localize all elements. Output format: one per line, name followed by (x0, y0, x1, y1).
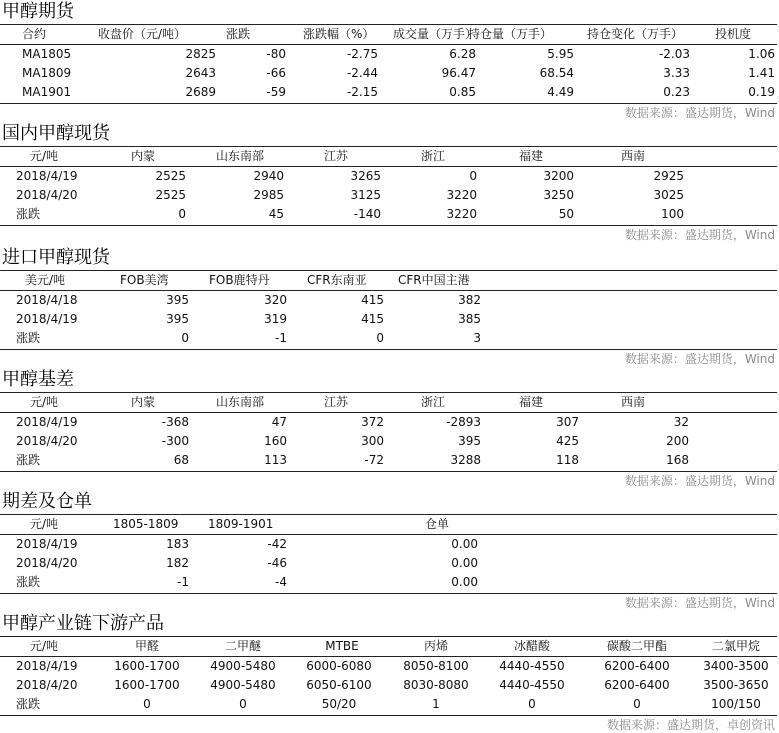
table-cell: 68 (173, 453, 189, 467)
column-header: 江苏 (324, 395, 349, 409)
column-header: 涨跌 (226, 27, 251, 41)
table-cell: 3400-3500 (703, 659, 769, 673)
table-row (0, 413, 779, 432)
row-label: MA1809 (22, 66, 72, 80)
row-label: 涨跌 (16, 331, 41, 345)
column-header: 碳酸二甲酯 (606, 639, 667, 653)
row-label: MA1901 (22, 85, 72, 99)
table-cell: 6.28 (449, 47, 476, 61)
column-header: 二甲醚 (224, 639, 261, 653)
table-row (0, 432, 779, 451)
data-source-note: 数据来源：盛达期货，卓创资讯 (606, 718, 775, 732)
import-spot-section (0, 246, 779, 368)
table-rule (0, 593, 777, 594)
table-cell: 4900-5480 (210, 659, 276, 673)
data-source-note: 数据来源：盛达期货，Wind (624, 352, 775, 366)
column-header: 丙烯 (423, 639, 448, 653)
column-header: 内蒙 (131, 395, 156, 409)
column-header: 浙江 (421, 149, 446, 163)
table-row (0, 657, 779, 676)
table-cell: 47 (271, 415, 287, 429)
table-row (0, 535, 779, 554)
table-cell: 320 (264, 293, 287, 307)
table-rule (0, 715, 777, 716)
table-cell: 3500-3650 (703, 678, 769, 692)
table-cell: -2.03 (658, 47, 690, 61)
table-cell: 5.95 (547, 47, 574, 61)
column-header: 江苏 (324, 149, 349, 163)
table-cell: 113 (264, 453, 287, 467)
basis-section (0, 368, 779, 490)
table-cell: 307 (556, 415, 579, 429)
table-cell: 2643 (185, 66, 216, 80)
table-cell: 3265 (350, 169, 381, 183)
table-row (0, 554, 779, 573)
row-label: MA1805 (22, 47, 72, 61)
table-cell: 100/150 (711, 697, 761, 711)
table-cell: 6000-6080 (306, 659, 372, 673)
column-header: 福建 (519, 395, 544, 409)
table-cell: -46 (267, 556, 287, 570)
table-cell: 1.06 (748, 47, 775, 61)
table-cell: 0 (239, 697, 247, 711)
row-label: 2018/4/19 (16, 169, 78, 183)
column-header: 1809-1901 (208, 517, 274, 531)
table-cell: 183 (166, 537, 189, 551)
column-header: FOB鹿特丹 (209, 273, 270, 287)
column-header: 冰醋酸 (513, 639, 550, 653)
column-header: 1805-1809 (113, 517, 179, 531)
table-cell: 4900-5480 (210, 678, 276, 692)
table-cell: 3125 (350, 188, 381, 202)
column-header: 内蒙 (131, 149, 156, 163)
column-header: 收盘价（元/吨） (98, 27, 187, 41)
table-cell: 160 (264, 434, 287, 448)
table-cell: 32 (673, 415, 689, 429)
table-cell: 50 (558, 207, 574, 221)
table-cell: 0 (178, 207, 186, 221)
table-cell: 300 (361, 434, 384, 448)
table-cell: 1.41 (748, 66, 775, 80)
data-source-note: 数据来源：盛达期货，Wind (624, 106, 775, 120)
downstream-section (0, 612, 779, 731)
row-label: 2018/4/20 (16, 556, 78, 570)
table-row (0, 573, 779, 592)
row-label: 2018/4/20 (16, 188, 78, 202)
table-row (0, 186, 779, 205)
table-cell: 6200-6400 (604, 678, 670, 692)
table-cell: 3200 (543, 169, 574, 183)
table-cell: 395 (166, 293, 189, 307)
column-header: 山东南部 (216, 395, 265, 409)
table-rule (0, 103, 777, 104)
column-header: 福建 (519, 149, 544, 163)
section-title: 国内甲醇现货 (2, 123, 110, 144)
table-cell: 3250 (543, 188, 574, 202)
row-label: 2018/4/19 (16, 312, 78, 326)
table-cell: 1600-1700 (114, 678, 180, 692)
table-cell: 200 (666, 434, 689, 448)
row-label: 2018/4/20 (16, 678, 78, 692)
table-cell: 385 (458, 312, 481, 326)
table-cell: 182 (166, 556, 189, 570)
table-cell: -72 (364, 453, 384, 467)
table-cell: 8050-8100 (403, 659, 469, 673)
table-cell: 415 (361, 312, 384, 326)
table-row (0, 64, 779, 83)
table-cell: -1 (177, 575, 189, 589)
table-cell: -2.15 (346, 85, 378, 99)
table-rule (0, 225, 777, 226)
table-row (0, 83, 779, 102)
table-row (0, 695, 779, 714)
table-rule (0, 349, 777, 350)
table-cell: 68.54 (539, 66, 574, 80)
row-label: 2018/4/19 (16, 537, 78, 551)
table-header-row (0, 637, 779, 656)
table-cell: 4440-4550 (499, 678, 565, 692)
column-header: 成交量（万手） (393, 27, 478, 41)
table-cell: -42 (267, 537, 287, 551)
column-header: FOB美湾 (120, 273, 169, 287)
column-header: 西南 (621, 149, 646, 163)
table-cell: 3288 (450, 453, 481, 467)
column-header: 美元/吨 (25, 273, 66, 287)
column-header: 仓单 (425, 517, 450, 531)
column-header: 持仓变化（万手） (587, 27, 684, 41)
table-row (0, 676, 779, 695)
table-cell: 8030-8080 (403, 678, 469, 692)
table-cell: 2940 (253, 169, 284, 183)
row-label: 涨跌 (16, 697, 41, 711)
table-cell: 3220 (446, 188, 477, 202)
column-header: 元/吨 (30, 517, 59, 531)
table-header-row (0, 147, 779, 166)
table-cell: 3.33 (663, 66, 690, 80)
row-label: 2018/4/20 (16, 434, 78, 448)
table-cell: 6200-6400 (604, 659, 670, 673)
table-row (0, 45, 779, 64)
column-header: 元/吨 (30, 149, 59, 163)
table-cell: 372 (361, 415, 384, 429)
table-cell: 0.85 (449, 85, 476, 99)
section-title: 甲醇期货 (2, 1, 74, 22)
table-cell: 0.19 (748, 85, 775, 99)
table-cell: 382 (458, 293, 481, 307)
column-header: MTBE (325, 639, 359, 653)
table-cell: 0 (181, 331, 189, 345)
table-cell: 100 (661, 207, 684, 221)
column-header: CFR东南亚 (307, 273, 367, 287)
table-cell: 319 (264, 312, 287, 326)
table-cell: 3025 (653, 188, 684, 202)
table-cell: -2.75 (346, 47, 378, 61)
table-cell: 0.00 (451, 556, 478, 570)
table-cell: 2525 (155, 188, 186, 202)
table-row (0, 310, 779, 329)
table-cell: -2.44 (346, 66, 378, 80)
column-header: 浙江 (421, 395, 446, 409)
table-cell: 0 (469, 169, 477, 183)
table-row (0, 205, 779, 224)
column-header: 甲醛 (134, 639, 159, 653)
column-header: 持仓量（万手） (468, 27, 553, 41)
row-label: 涨跌 (16, 453, 41, 467)
table-cell: 425 (556, 434, 579, 448)
table-cell: -300 (161, 434, 189, 448)
section-title: 期差及仓单 (2, 491, 92, 512)
table-cell: 0 (633, 697, 641, 711)
table-header-row (0, 271, 779, 290)
table-header-row (0, 25, 779, 44)
table-row (0, 167, 779, 186)
column-header: CFR中国主港 (398, 273, 470, 287)
table-cell: -59 (266, 85, 286, 99)
table-cell: -66 (266, 66, 286, 80)
column-header: 二氯甲烷 (711, 639, 760, 653)
column-header: 山东南部 (216, 149, 265, 163)
table-cell: 2525 (155, 169, 186, 183)
table-cell: -80 (266, 47, 286, 61)
table-cell: 50/20 (321, 697, 357, 711)
table-row (0, 291, 779, 310)
table-cell: 0.00 (451, 537, 478, 551)
table-cell: 3220 (446, 207, 477, 221)
section-title: 进口甲醇现货 (2, 247, 110, 268)
table-cell: 0 (528, 697, 536, 711)
table-cell: -368 (161, 415, 189, 429)
row-label: 涨跌 (16, 575, 41, 589)
table-header-row (0, 393, 779, 412)
column-header: 元/吨 (30, 639, 59, 653)
column-header: 合约 (22, 27, 47, 41)
data-source-note: 数据来源：盛达期货，Wind (624, 474, 775, 488)
column-header: 投机度 (715, 27, 752, 41)
section-title: 甲醇产业链下游产品 (2, 613, 164, 634)
row-label: 2018/4/19 (16, 415, 78, 429)
table-cell: 0 (376, 331, 384, 345)
column-header: 西南 (621, 395, 646, 409)
table-cell: 2689 (185, 85, 216, 99)
table-cell: 6050-6100 (306, 678, 372, 692)
row-label: 涨跌 (16, 207, 41, 221)
table-cell: 2985 (253, 188, 284, 202)
spread-section (0, 490, 779, 612)
table-cell: -1 (275, 331, 287, 345)
table-cell: -2893 (446, 415, 481, 429)
table-cell: 2825 (185, 47, 216, 61)
table-cell: -140 (353, 207, 381, 221)
column-header: 涨跌幅（%） (303, 27, 375, 41)
table-header-row (0, 515, 779, 534)
row-label: 2018/4/18 (16, 293, 78, 307)
domestic-spot-section (0, 122, 779, 244)
table-cell: 415 (361, 293, 384, 307)
table-cell: 395 (166, 312, 189, 326)
table-row (0, 451, 779, 470)
table-cell: 1600-1700 (114, 659, 180, 673)
table-row (0, 329, 779, 348)
table-cell: 0.23 (663, 85, 690, 99)
table-cell: 96.47 (441, 66, 476, 80)
table-cell: 395 (458, 434, 481, 448)
table-cell: 4.49 (547, 85, 574, 99)
table-cell: -4 (275, 575, 287, 589)
table-rule (0, 471, 777, 472)
table-cell: 1 (432, 697, 440, 711)
table-cell: 45 (268, 207, 284, 221)
row-label: 2018/4/19 (16, 659, 78, 673)
table-cell: 118 (556, 453, 579, 467)
table-cell: 0.00 (451, 575, 478, 589)
futures-section (0, 0, 779, 120)
table-cell: 0 (143, 697, 151, 711)
table-cell: 2925 (653, 169, 684, 183)
data-source-note: 数据来源：盛达期货，Wind (624, 596, 775, 610)
table-cell: 4440-4550 (499, 659, 565, 673)
table-cell: 3 (473, 331, 481, 345)
data-source-note: 数据来源：盛达期货，Wind (624, 228, 775, 242)
table-cell: 168 (666, 453, 689, 467)
section-title: 甲醇基差 (2, 369, 74, 390)
column-header: 元/吨 (30, 395, 59, 409)
